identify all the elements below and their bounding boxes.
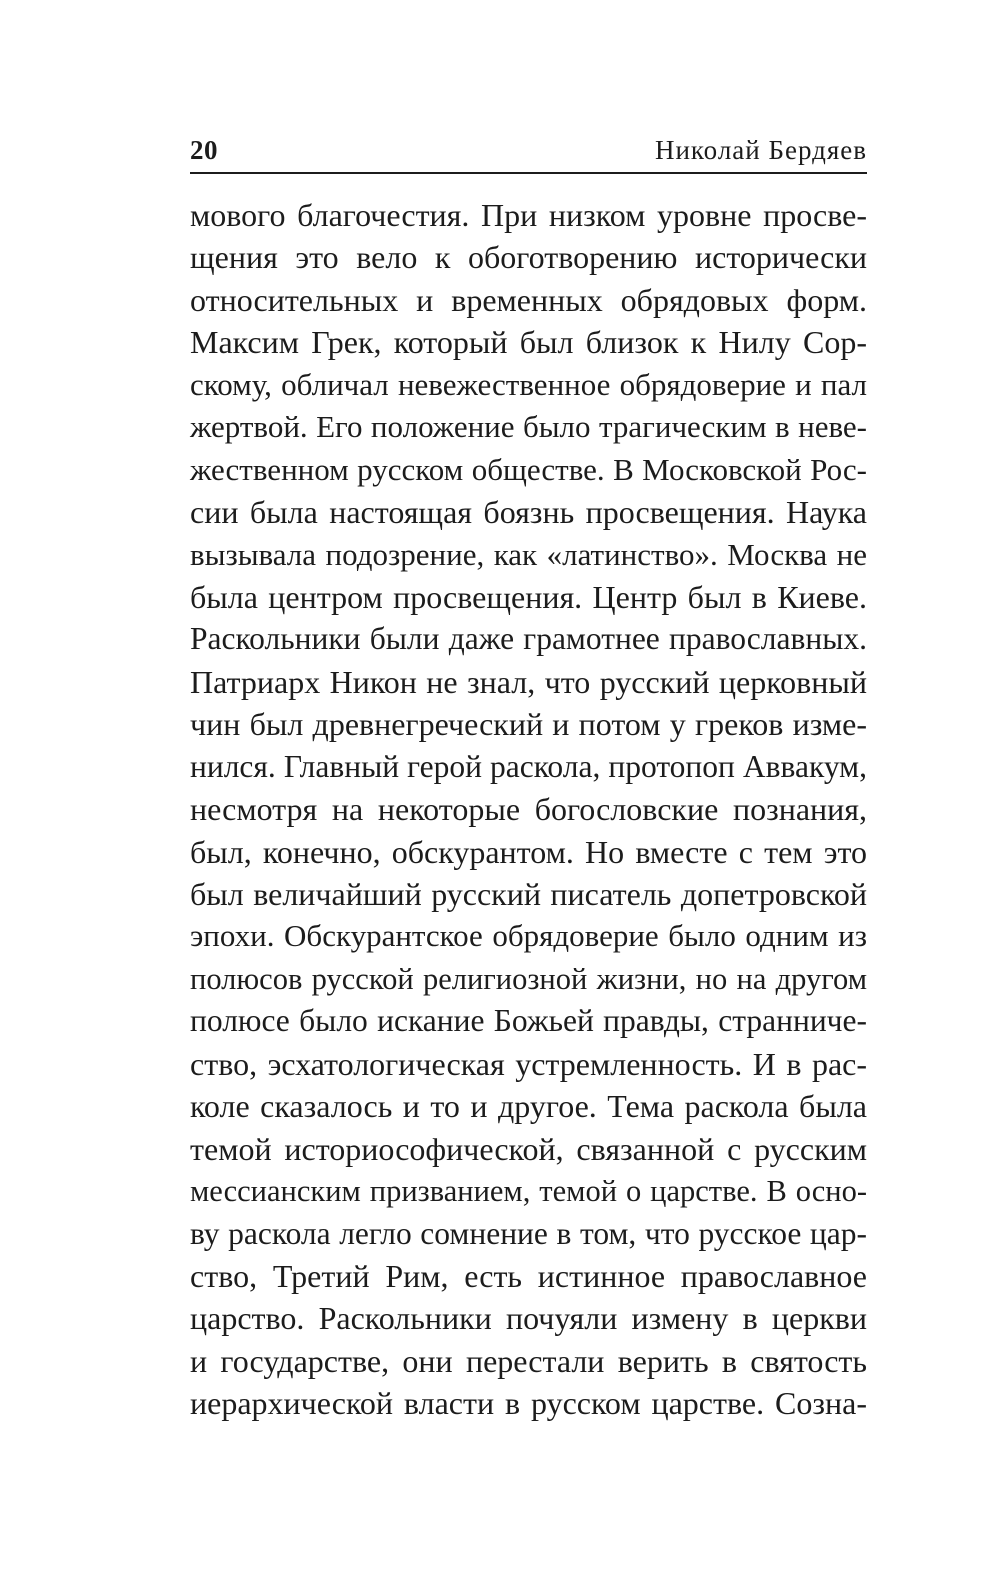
text-line: Раскольники были даже грамотнее православных. [190,621,867,657]
text-line: была центром просвещения. Центр был в Киеве. [190,578,867,615]
text-line: вызывала подозрение, как «латинство». Москва не [190,536,867,572]
text-line: ву раскола легло сомнение в том, что русское цар- [190,1215,867,1251]
header-rule [190,172,867,174]
text-line: был величайший русский писатель допетровской [190,876,867,912]
text-line: сии была настоящая боязнь просвещения. Наука [190,494,867,531]
page-number: 20 [190,135,218,165]
text-line: и государстве, они перестали верить в святость [190,1342,867,1379]
text-line: был, конечно, обскурантом. Но вместе с тем это [190,833,867,870]
text-line: Патриарх Никон не знал, что русский церковный [190,663,867,700]
text-line: ство, Третий Рим, есть истинное православное [190,1257,867,1294]
text-line: полюсе было искание Божьей правды, странниче- [190,1003,867,1039]
text-line: щения это вело к обоготворению исторически [190,239,867,276]
text-line: скому, обличал невежественное обрядоверие и пал [190,366,867,402]
running-head [190,128,867,172]
text-line: жертвой. Его положение было трагическим в неве- [190,409,867,445]
text-line: царство. Раскольники почуяли измену в церкви [190,1300,867,1337]
text-line: темой историософической, связанной с русским [190,1130,867,1167]
text-line: относительных и временных обрядовых форм. [190,281,867,318]
text-line: мессианским призванием, темой о царстве. В осно- [190,1174,867,1209]
text-line: жественном русском обществе. В Московской Рос- [190,451,867,487]
text-line: иерархической власти в русском царстве. Созна- [190,1385,867,1422]
text-line: коле сказалось и то и другое. Тема раскола была [190,1088,867,1125]
text-line: эпохи. Обскурантское обрядоверие было одним из [190,918,867,954]
text-line: ство, эсхатологическая устремленность. И в рас- [190,1045,867,1082]
body-text [190,194,867,1425]
text-line: мового благочестия. При низком уровне просве- [190,197,867,233]
text-line: нился. Главный герой раскола, протопоп Аввакум, [190,748,867,784]
text-line: Максим Грек, который был близок к Нилу Сор- [190,324,867,361]
text-line: чин был древнегреческий и потом у греков изме- [190,706,867,743]
text-line: несмотря на некоторые богословские познания, [190,791,867,828]
running-head-author: Николай Бердяев [654,135,867,165]
text-line: полюсов русской религиозной жизни, но на другом [190,961,867,996]
